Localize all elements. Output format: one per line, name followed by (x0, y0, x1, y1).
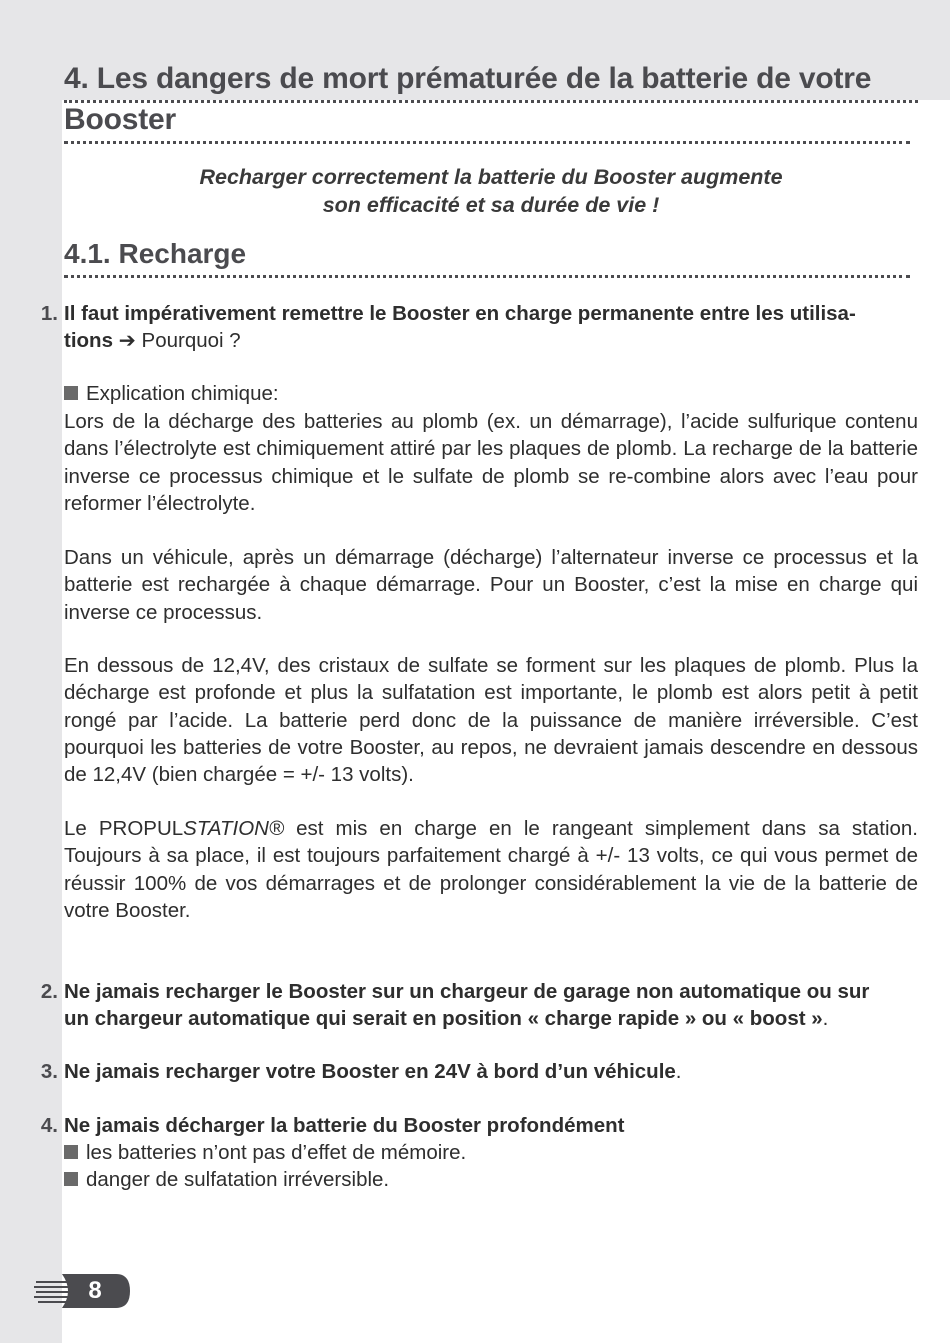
square-bullet-icon (64, 1172, 78, 1186)
subsection-heading: 4.1. Recharge (64, 238, 247, 269)
item-3-bold: Ne jamais recharger votre Booster en 24V à bord d’un véhicule (64, 1060, 676, 1083)
explanation-paragraph-4 (64, 815, 918, 924)
intro-text (64, 163, 918, 219)
item-3-tail: . (675, 1060, 682, 1083)
item-4-bullet-1 (64, 1139, 918, 1166)
intro-line2: son efficacité et sa durée de vie ! (322, 193, 660, 217)
item-1-bold-end: tions (64, 329, 113, 352)
left-margin-band (0, 0, 62, 1343)
heading-dotted-rule-1 (64, 100, 918, 103)
item-2-line1: Ne jamais recharger le Booster sur un chargeur de garage non automatique ou sur (64, 980, 870, 1003)
item-2-tail: . (822, 1007, 829, 1030)
bullet-1-text: les batteries n’ont pas d’effet de mémoire. (86, 1141, 467, 1164)
p4-prefix: Le PROPUL (64, 817, 184, 840)
list-number-2: 2. (40, 980, 58, 1003)
item-3-line (64, 1058, 918, 1085)
item-1-line1: Il faut impérativement remettre le Booster en charge permanente entre les utilisa- (64, 302, 856, 325)
heading-dotted-rule-2 (64, 141, 910, 144)
section-heading-line2: Booster (64, 103, 176, 136)
section-heading (64, 58, 918, 140)
p4-rest: est mis en charge en le rangeant simplement dans sa station. Toujours à sa place, il est toujours parfaitement chargé à +/- 13 volts, ce qui vous permet de réussir 100% de vos démarrages et de prolonger considérablement la vie de la batterie de votre Booster. (64, 817, 918, 922)
page-number: 8 (88, 1277, 102, 1304)
explanation-paragraph-1: Lors de la décharge des batteries au plomb (ex. un démarrage), l’acide sulfurique contenu dans l’électrolyte est chimiquement attiré par les plaques de plomb. La recharge de la batterie inverse ce processus chimique et le sulfate de plomb se re-combine alors avec l’eau pour reformer l’électrolyte. (64, 410, 918, 515)
square-bullet-icon (64, 1145, 78, 1159)
section-heading-line1: 4. Les dangers de mort prématurée de la batterie de votre (64, 62, 872, 95)
arrow-right-icon: ➔ (118, 329, 136, 352)
list-item-2 (40, 978, 918, 1032)
item-2-bold: un chargeur automatique qui serait en position « charge rapide » ou « boost » (64, 1007, 823, 1030)
list-item-3 (40, 1058, 918, 1085)
explanation-paragraph-3: En dessous de 12,4V, des cristaux de sulfate se forment sur les plaques de plomb. Plus la décharge est profonde et plus la sulfatation est importante, le plomb est alors petit à petit rongé par l’acide. La batterie perd donc de la puissance de manière irréversible. C’est pourquoi les batteries de votre Booster, au repos, ne devraient jamais descendre en dessous de 12,4V (bien chargée = +/- 13 volts). (64, 654, 918, 787)
square-bullet-icon (64, 386, 78, 400)
list-number-3: 3. (40, 1060, 58, 1083)
item-2-line2 (64, 1005, 918, 1032)
intro-line1: Recharger correctement la batterie du Booster augmente (199, 165, 783, 189)
subheading-dotted-rule (64, 275, 910, 278)
explanation-paragraph-2: Dans un véhicule, après un démarrage (décharge) l’alternateur inverse ce processus et la batterie est rechargée à chaque démarrage. Pour un Booster, c’est la mise en charge qui inverse ce processus. (64, 546, 918, 624)
item-4-heading: Ne jamais décharger la batterie du Booster profondément (64, 1114, 625, 1137)
item-1-line2 (64, 327, 918, 354)
explanation-title-text: Explication chimique: (86, 382, 279, 405)
item-4-bullet-2 (64, 1166, 918, 1193)
p4-brand: STATION® (183, 817, 285, 840)
list-item-4 (40, 1112, 918, 1193)
bullet-2-text: danger de sulfatation irréversible. (86, 1168, 390, 1191)
list-item-1 (40, 300, 918, 354)
item-1-question: Pourquoi ? (135, 329, 241, 352)
explanation-title (64, 380, 918, 407)
list-number-1: 1. (40, 302, 58, 325)
list-number-4: 4. (40, 1114, 58, 1137)
